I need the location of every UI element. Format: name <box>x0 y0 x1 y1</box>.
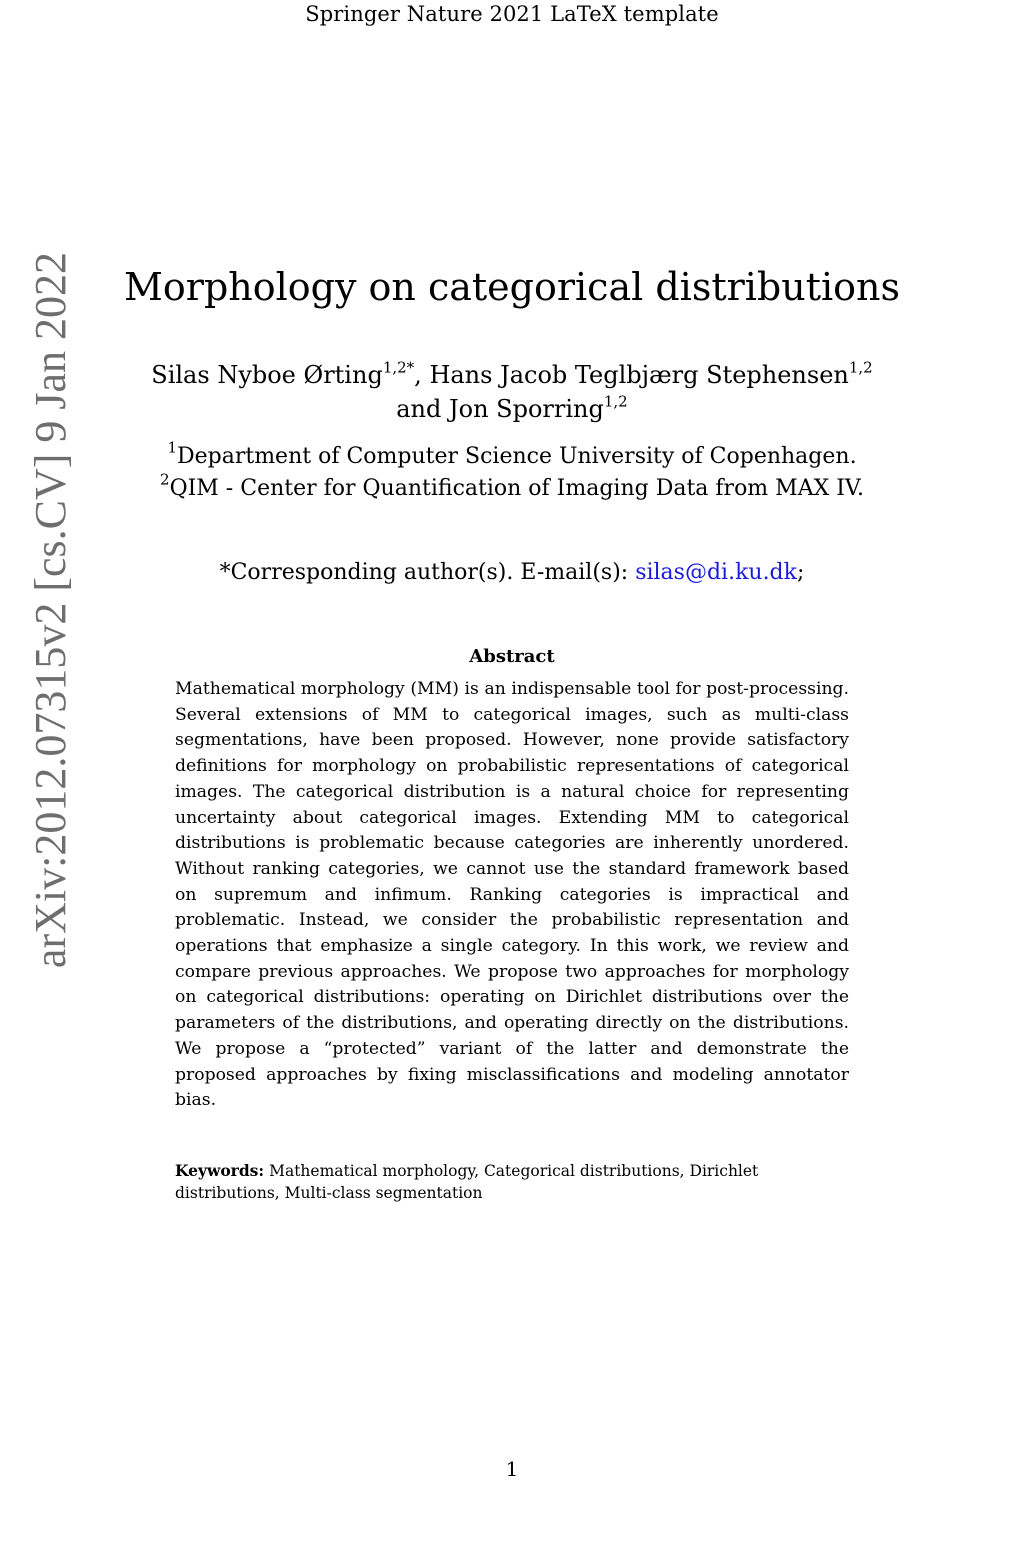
keywords-text: Mathematical morphology, Categorical distributions, Dirichlet distributions, Multi-class segmentation <box>175 1162 759 1202</box>
author-affiliation-marker: 1,2 <box>603 392 628 411</box>
affiliation-text: Department of Computer Science University of Copenhagen. <box>176 444 857 469</box>
author-name: Hans Jacob Teglbjærg Stephensen <box>429 361 849 389</box>
corresponding-prefix: *Corresponding author(s). E-mail(s): <box>219 560 636 585</box>
running-head: Springer Nature 2021 LaTeX template <box>305 2 719 26</box>
arxiv-identifier-stamp: arXiv:2012.07315v2 [cs.CV] 9 Jan 2022 <box>26 251 75 969</box>
keywords-label: Keywords: <box>175 1161 265 1180</box>
author-name: Jon Sporring <box>449 395 604 423</box>
corresponding-author <box>0 560 1024 585</box>
author-separator: and <box>396 395 450 423</box>
affiliation-text: QIM - Center for Quantification of Imaging Data from MAX IV. <box>169 476 864 501</box>
abstract-text: Mathematical morphology (MM) is an indispensable tool for post-processing. Several extensions of MM to categorical images, such as multi-class segmentations, have been proposed. However, none provide satisfactory definitions for morphology on probabilistic representations of categorical images. The categorical distribution is a natural choice for representing uncertainty about categorical images. Extending MM to categorical distributions is problematic because categories are inherently unordered. Without ranking categories, we cannot use the standard framework based on supremum and infimum. Ranking categories is impractical and problematic. Instead, we consider the probabilistic representation and operations that emphasize a single category. In this work, we review and compare previous approaches. We propose two approaches for morphology on categorical distributions: operating on Dirichlet distributions over the parameters of the distributions, and operating directly on the distributions. We propose a “protected” variant of the latter and demonstrate the proposed approaches by fixing misclassifications and modeling annotator bias. <box>175 679 849 1111</box>
affiliation-item <box>100 438 924 473</box>
email-link[interactable]: silas@di.ku.dk <box>635 560 797 585</box>
author-list <box>130 358 894 426</box>
author-separator: , <box>414 361 430 389</box>
keywords <box>175 1160 849 1204</box>
affiliation-number: 2 <box>160 470 170 489</box>
paper-title: Morphology on categorical distributions <box>124 265 900 309</box>
affiliation-number: 1 <box>167 438 177 457</box>
page-number: 1 <box>505 1457 519 1481</box>
author-name: Silas Nyboe Ørting <box>151 361 383 389</box>
affiliation-list <box>100 438 924 505</box>
affiliation-item <box>100 470 924 505</box>
corresponding-suffix: ; <box>796 560 805 585</box>
author-affiliation-marker: 1,2* <box>382 358 415 377</box>
author-affiliation-marker: 1,2 <box>848 358 873 377</box>
abstract-heading: Abstract <box>469 646 555 667</box>
